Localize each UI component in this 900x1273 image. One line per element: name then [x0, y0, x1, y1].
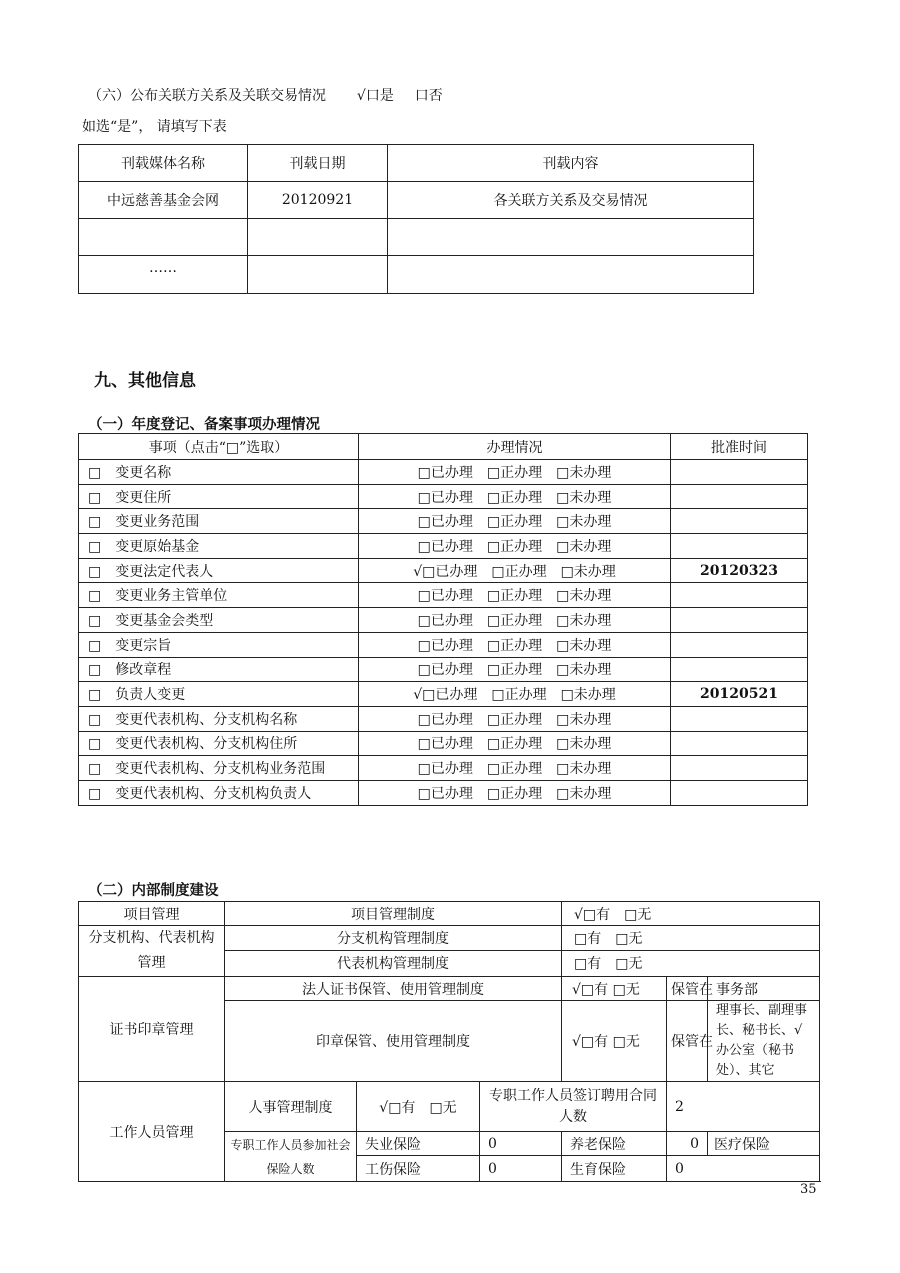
cert-kept-label: 保管在 — [667, 977, 708, 1001]
registration-item[interactable]: □ 变更住所 — [79, 484, 359, 509]
medical-label: 医疗保险 — [708, 1132, 820, 1156]
registration-status[interactable]: □已办理 □正办理 □未办理 — [359, 534, 671, 559]
approval-date — [671, 534, 808, 559]
registration-status[interactable]: □已办理 □正办理 □未办理 — [359, 460, 671, 485]
publish-date-cell: 20120921 — [248, 182, 388, 219]
registration-item[interactable]: □ 变更业务主管单位 — [79, 583, 359, 608]
registration-status[interactable]: □已办理 □正办理 □未办理 — [359, 608, 671, 633]
registration-item[interactable]: □ 变更原始基金 — [79, 534, 359, 559]
registration-status[interactable]: □已办理 □正办理 □未办理 — [359, 756, 671, 781]
registration-item[interactable]: □ 变更业务范围 — [79, 509, 359, 534]
registration-item[interactable]: □ 负责人变更 — [79, 682, 359, 707]
approval-date — [671, 632, 808, 657]
approval-date — [671, 756, 808, 781]
table-row — [79, 632, 808, 657]
table-header-row — [79, 145, 754, 182]
registration-status[interactable]: □已办理 □正办理 □未办理 — [359, 706, 671, 731]
header-publish-date: 刊载日期 — [248, 145, 388, 182]
cert-mgmt-label: 证书印章管理 — [79, 977, 225, 1082]
seal-kept-value: 理事长、副理事长、秘书长、√办公室（秘书处）、其它 — [708, 1001, 820, 1082]
fill-note: 如选“是”， 请填写下表 — [82, 119, 227, 135]
table-row — [79, 509, 808, 534]
registration-item[interactable]: □ 变更宗旨 — [79, 632, 359, 657]
cert-system-label: 法人证书保管、使用管理制度 — [225, 977, 562, 1001]
branch-system-value[interactable]: □有 □无 — [562, 926, 820, 951]
media-name-cell: …… — [79, 256, 248, 294]
contract-count-value: 2 — [667, 1082, 820, 1132]
staff-mgmt-label: 工作人员管理 — [79, 1082, 225, 1182]
table-row — [79, 682, 808, 707]
media-name-cell — [79, 219, 248, 256]
registration-item[interactable]: □ 变更法定代表人 — [79, 558, 359, 583]
registration-item[interactable]: □ 变更名称 — [79, 460, 359, 485]
section-title-other-info: 九、其他信息 — [94, 371, 196, 391]
publish-date-cell — [248, 219, 388, 256]
registration-subtitle: （一）年度登记、备案事项办理情况 — [88, 416, 320, 433]
unemployment-value: 0 — [480, 1132, 562, 1156]
table-row — [79, 977, 820, 1001]
injury-label: 工伤保险 — [357, 1156, 480, 1182]
contract-count-label: 专职工作人员签订聘用合同人数 — [480, 1082, 667, 1132]
unemployment-label: 失业保险 — [357, 1132, 480, 1156]
table-row — [79, 182, 754, 219]
approval-date: 20120521 — [671, 682, 808, 707]
table-row — [79, 219, 754, 256]
publish-content-cell — [388, 256, 754, 294]
registration-status[interactable]: □已办理 □正办理 □未办理 — [359, 509, 671, 534]
approval-date — [671, 657, 808, 682]
hr-system-value[interactable]: √□有 □无 — [357, 1082, 480, 1132]
cert-kept-value: 事务部 — [708, 977, 820, 1001]
registration-status[interactable]: □已办理 □正办理 □未办理 — [359, 780, 671, 805]
registration-item[interactable]: □ 变更代表机构、分支机构负责人 — [79, 780, 359, 805]
registration-item[interactable]: □ 变更基金会类型 — [79, 608, 359, 633]
registration-status[interactable]: √□已办理 □正办理 □未办理 — [359, 682, 671, 707]
table-row — [79, 756, 808, 781]
publish-content-cell: 各关联方关系及交易情况 — [388, 182, 754, 219]
seal-system-value[interactable]: √□有 □无 — [562, 1001, 667, 1082]
registration-item[interactable]: □ 变更代表机构、分支机构住所 — [79, 731, 359, 756]
header-media-name: 刊载媒体名称 — [79, 145, 248, 182]
table-row — [79, 608, 808, 633]
approval-date — [671, 706, 808, 731]
branch-mgmt-label: 分支机构、代表机构管理 — [79, 926, 225, 977]
table-row — [79, 780, 808, 805]
maternity-value: 0 — [667, 1156, 820, 1182]
table-row — [79, 731, 808, 756]
related-party-question — [88, 85, 443, 105]
internal-system-table — [78, 901, 820, 1182]
injury-value: 0 — [480, 1156, 562, 1182]
header-item: 事项（点击“□”选取） — [79, 434, 359, 460]
table-row — [79, 706, 808, 731]
registration-status[interactable]: □已办理 □正办理 □未办理 — [359, 484, 671, 509]
registration-status[interactable]: □已办理 □正办理 □未办理 — [359, 632, 671, 657]
table-row — [79, 460, 808, 485]
registration-status[interactable]: √□已办理 □正办理 □未办理 — [359, 558, 671, 583]
table-row — [79, 657, 808, 682]
project-system-label: 项目管理制度 — [225, 902, 562, 926]
table-row — [79, 583, 808, 608]
table-row — [79, 256, 754, 294]
header-approval-date: 批准时间 — [671, 434, 808, 460]
header-publish-content: 刊载内容 — [388, 145, 754, 182]
table-row — [79, 926, 820, 951]
registration-status[interactable]: □已办理 □正办理 □未办理 — [359, 731, 671, 756]
related-party-table — [78, 144, 754, 294]
pension-label: 养老保险 — [562, 1132, 667, 1156]
approval-date — [671, 509, 808, 534]
seal-kept-label: 保管在 — [667, 1001, 708, 1082]
rep-system-value[interactable]: □有 □无 — [562, 950, 820, 976]
registration-item[interactable]: □ 变更代表机构、分支机构业务范围 — [79, 756, 359, 781]
approval-date — [671, 608, 808, 633]
related-party-title: （六）公布关联方关系及关联交易情况 — [88, 88, 326, 104]
publish-content-cell — [388, 219, 754, 256]
pension-value: 0 — [667, 1132, 708, 1156]
branch-system-label: 分支机构管理制度 — [225, 926, 562, 951]
rep-system-label: 代表机构管理制度 — [225, 950, 562, 976]
registration-status[interactable]: □已办理 □正办理 □未办理 — [359, 657, 671, 682]
hr-system-label: 人事管理制度 — [225, 1082, 357, 1132]
approval-date: 20120323 — [671, 558, 808, 583]
table-header-row — [79, 434, 808, 460]
table-row — [79, 1082, 820, 1132]
registration-item[interactable]: □ 变更代表机构、分支机构名称 — [79, 706, 359, 731]
approval-date — [671, 780, 808, 805]
approval-date — [671, 484, 808, 509]
project-mgmt-label: 项目管理 — [79, 902, 225, 926]
internal-system-subtitle: （二）内部制度建设 — [88, 882, 219, 899]
table-row — [79, 902, 820, 926]
approval-date — [671, 583, 808, 608]
table-row — [79, 558, 808, 583]
table-row — [79, 534, 808, 559]
registration-item[interactable]: □ 修改章程 — [79, 657, 359, 682]
insurance-label: 专职工作人员参加社会保险人数 — [225, 1132, 357, 1182]
maternity-label: 生育保险 — [562, 1156, 667, 1182]
page-number: 35 — [800, 1182, 817, 1197]
choice-no[interactable]: 口否 — [414, 88, 443, 104]
registration-status[interactable]: □已办理 □正办理 □未办理 — [359, 583, 671, 608]
header-status: 办理情况 — [359, 434, 671, 460]
media-name-cell: 中远慈善基金会网 — [79, 182, 248, 219]
choice-yes[interactable]: √口是 — [356, 88, 394, 104]
table-row — [79, 484, 808, 509]
seal-system-label: 印章保管、使用管理制度 — [225, 1001, 562, 1082]
project-system-value[interactable]: √□有 □无 — [562, 902, 820, 926]
registration-table — [78, 433, 808, 806]
cert-system-value[interactable]: √□有 □无 — [562, 977, 667, 1001]
approval-date — [671, 460, 808, 485]
publish-date-cell — [248, 256, 388, 294]
approval-date — [671, 731, 808, 756]
